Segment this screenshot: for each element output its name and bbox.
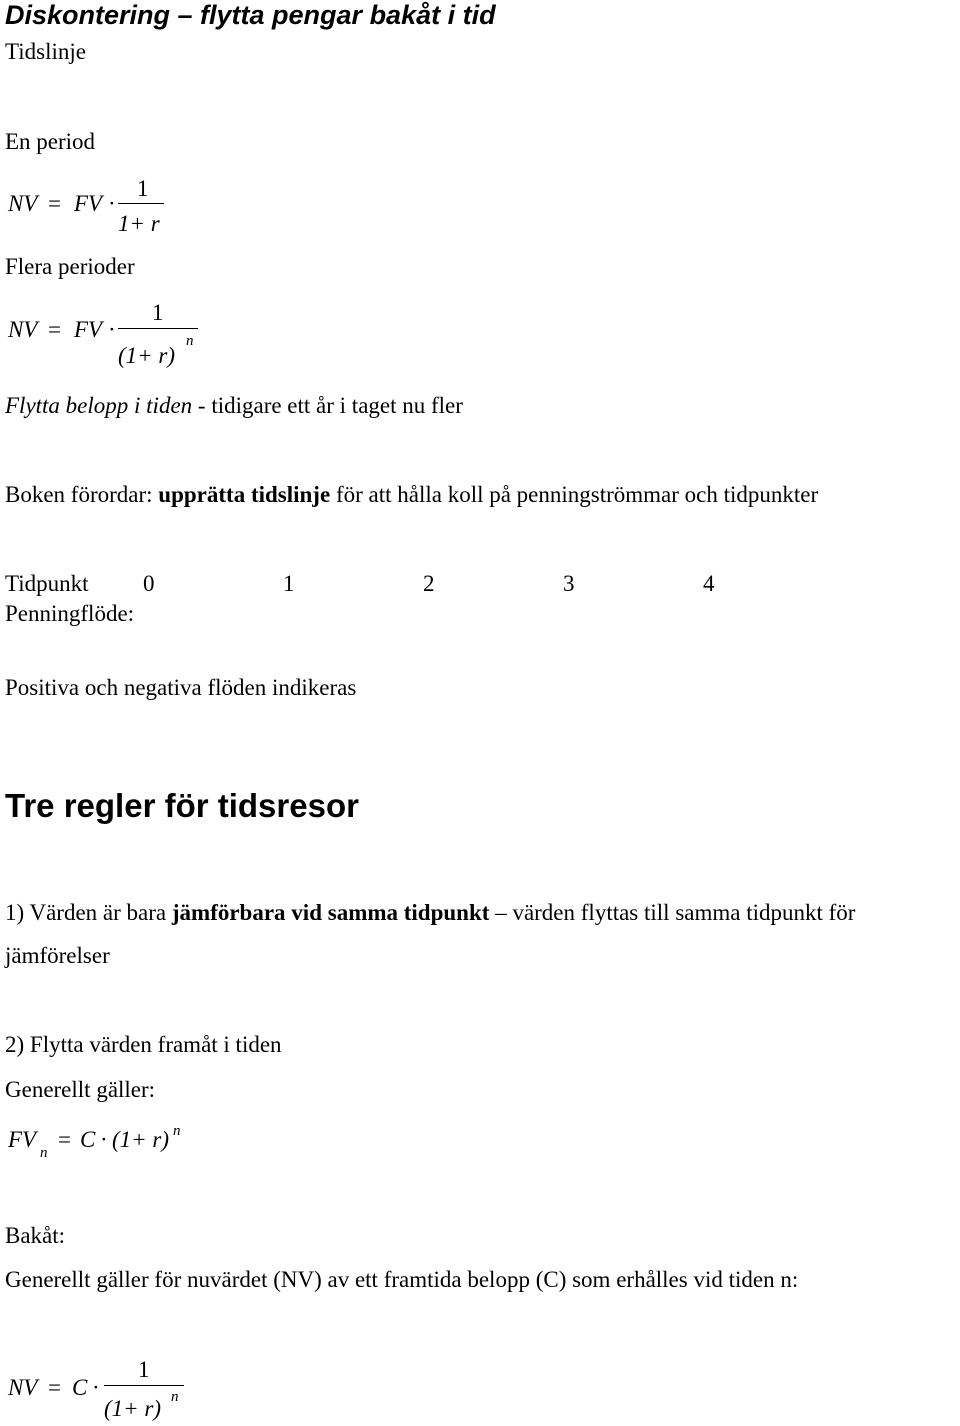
rule-2: 2) Flytta värden framåt i tiden	[5, 1032, 282, 1057]
move-amounts-italic: Flytta belopp i tiden	[5, 393, 193, 418]
formula-numerator: 1	[152, 300, 164, 325]
timeline-label: Tidpunkt	[5, 571, 89, 596]
present-value-text: Generellt gäller för nuvärdet (NV) av ett framtida belopp (C) som erhålles vid tiden n:	[5, 1267, 799, 1292]
book-bold: upprätta tidslinje	[158, 482, 331, 507]
formula-c: C	[72, 1375, 88, 1400]
formula-lhs: NV	[8, 191, 38, 216]
timeline-point: 3	[563, 571, 575, 596]
rule-1-post: – värden flyttas till samma tidpunkt för	[489, 900, 856, 925]
book-recommendation-line	[5, 483, 818, 506]
book-pre: Boken förordar:	[5, 482, 159, 507]
subtitle: Tidslinje	[5, 39, 86, 64]
formula-exponent: n	[173, 1123, 181, 1139]
rules-heading: Tre regler för tidsresor	[5, 787, 359, 824]
timeline-point: 1	[283, 571, 295, 596]
formula-dot: ·	[108, 191, 116, 216]
formula-denominator: (1+ r)	[104, 1396, 162, 1421]
cash-flow-label: Penningflöde:	[5, 601, 135, 626]
rule-1-continuation: jämförelser	[5, 943, 110, 968]
formula-subscript: n	[40, 1145, 48, 1161]
formula-fv: FV	[74, 191, 103, 216]
rule-1	[5, 901, 855, 924]
formula-c: C	[80, 1127, 96, 1152]
multi-period-label: Flera perioder	[5, 254, 135, 279]
timeline-point: 0	[143, 571, 155, 596]
formula-fv: FV	[74, 317, 103, 342]
formula-exponent: n	[171, 1389, 179, 1405]
formula-equals: =	[48, 191, 61, 216]
formula-numerator: 1	[137, 176, 149, 201]
move-amounts-rest: - tidigare ett år i taget nu fler	[192, 393, 463, 418]
book-post: för att hålla koll på penningströmmar och tidpunkter	[330, 482, 819, 507]
formula-numerator: 1	[138, 1357, 150, 1382]
fraction-bar	[118, 328, 198, 329]
formula-dot: ·	[92, 1375, 100, 1400]
timeline-point: 4	[703, 571, 715, 596]
formula-denominator: (1+ r)	[118, 343, 176, 368]
formula-equals: =	[48, 317, 61, 342]
formula-lhs: NV	[8, 317, 38, 342]
fraction-bar	[118, 203, 164, 204]
formula-dot: ·	[108, 317, 116, 342]
formula-exponent: n	[186, 333, 194, 349]
rule-1-pre: 1) Värden är bara	[5, 900, 172, 925]
timeline-point: 2	[423, 571, 435, 596]
formula-lhs: FV	[8, 1127, 37, 1152]
formula-lhs: NV	[8, 1375, 38, 1400]
fraction-bar	[104, 1385, 184, 1386]
backwards-label: Bakåt:	[5, 1223, 66, 1248]
page-title: Diskontering – flytta pengar bakåt i tid	[5, 0, 496, 30]
formula-parenthesis: (1+ r)	[112, 1127, 170, 1152]
one-period-label: En period	[5, 129, 96, 154]
formula-dot: ·	[100, 1127, 108, 1152]
move-amounts-line	[5, 394, 463, 417]
rule-1-bold: jämförbara vid samma tidpunkt	[171, 900, 490, 925]
formula-equals: =	[58, 1127, 71, 1152]
formula-equals: =	[48, 1375, 61, 1400]
general-label: Generellt gäller:	[5, 1077, 156, 1102]
signs-line: Positiva och negativa flöden indikeras	[5, 675, 357, 700]
formula-denominator: 1+ r	[118, 211, 160, 236]
